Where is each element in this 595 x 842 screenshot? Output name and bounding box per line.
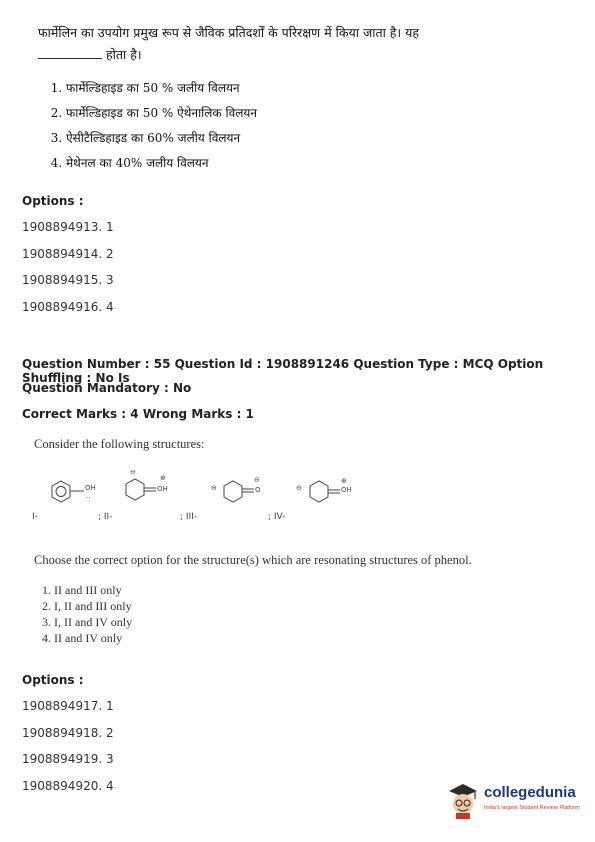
previous-question-hindi xyxy=(38,22,558,176)
benzene-ring-1 xyxy=(52,481,70,502)
question-text-cont: होता है। xyxy=(38,44,558,66)
structure-label: ; III- xyxy=(180,512,198,522)
mascot-icon xyxy=(446,781,480,819)
answer-option: 1. II and III only xyxy=(54,582,132,598)
option-id: 1908894920. 4 xyxy=(22,779,114,793)
option-id: 1908894917. 1 xyxy=(22,699,114,713)
options-label: Options : xyxy=(22,673,84,687)
answer-option: 3. I, II and IV only xyxy=(54,614,132,630)
options-label: Options : xyxy=(22,194,84,208)
option-id: 1908894913. 1 xyxy=(22,220,114,234)
svg-text:⊖: ⊖ xyxy=(211,484,217,492)
svg-text:OH: OH xyxy=(157,485,168,493)
ring-2 xyxy=(126,479,144,500)
answer-option-list xyxy=(34,582,132,646)
svg-text:··: ·· xyxy=(86,494,91,502)
ring-3 xyxy=(224,481,242,502)
question-header: Question Number : 55 Question Id : 1908891246 Question Type : MCQ Option Shuffling : No Is xyxy=(22,357,544,385)
option-id: 1908894916. 4 xyxy=(22,300,114,314)
option-id: 1908894919. 3 xyxy=(22,752,114,766)
ring-4 xyxy=(310,481,328,502)
hindi-option-list xyxy=(38,76,558,176)
option-id: 1908894914. 2 xyxy=(22,247,114,261)
option-id: 1908894918. 2 xyxy=(22,726,114,740)
hindi-option: 3. ऐसीटैल्डिहाइड का 60% जलीय विलयन xyxy=(66,126,558,151)
svg-text:⊕: ⊕ xyxy=(160,474,166,482)
brand-tagline: India's largest Student Review Platform xyxy=(484,805,580,811)
svg-text:⊖: ⊖ xyxy=(254,476,260,484)
svg-text:OH: OH xyxy=(85,484,96,492)
brand-name: collegedunia xyxy=(484,784,576,801)
answer-blank xyxy=(38,46,102,59)
question-instruction: Choose the correct option for the structure(s) which are resonating structures of phenol. xyxy=(34,553,472,567)
structure-label: ; II- xyxy=(98,512,113,522)
answer-option: 4. II and IV only xyxy=(54,630,132,646)
svg-text:⊖: ⊖ xyxy=(296,484,302,492)
aromatic-circle xyxy=(56,487,66,497)
question-marks: Correct Marks : 4 Wrong Marks : 1 xyxy=(22,407,254,421)
hindi-option: 1. फार्मेल्डिहाइड का 50 % जलीय विलयन xyxy=(66,76,558,101)
svg-text:⊖: ⊖ xyxy=(130,470,136,476)
structure-label: ; IV- xyxy=(268,512,286,522)
svg-text:OH: OH xyxy=(341,486,352,494)
question-mandatory: Question Mandatory : No xyxy=(22,381,192,395)
structure-label: I- xyxy=(32,512,38,522)
question-text: फार्मेलिन का उपयोग प्रमुख रूप से जैविक प्रतिदर्शों के परिरक्षण में किया जाता है। यह xyxy=(38,25,420,40)
question-prompt: Consider the following structures: xyxy=(34,437,205,451)
hindi-option: 4. मेथेनल का 40% जलीय विलयन xyxy=(66,151,558,176)
collegedunia-logo xyxy=(446,781,586,821)
option-id: 1908894915. 3 xyxy=(22,273,114,287)
svg-text:O: O xyxy=(255,486,261,494)
hindi-option: 2. फार्मेल्डिहाइड का 50 % ऐथेनालिक विलयन xyxy=(66,101,558,126)
svg-text:⊕: ⊕ xyxy=(341,477,347,485)
chemical-structures xyxy=(28,470,368,530)
answer-option: 2. I, II and III only xyxy=(54,598,132,614)
